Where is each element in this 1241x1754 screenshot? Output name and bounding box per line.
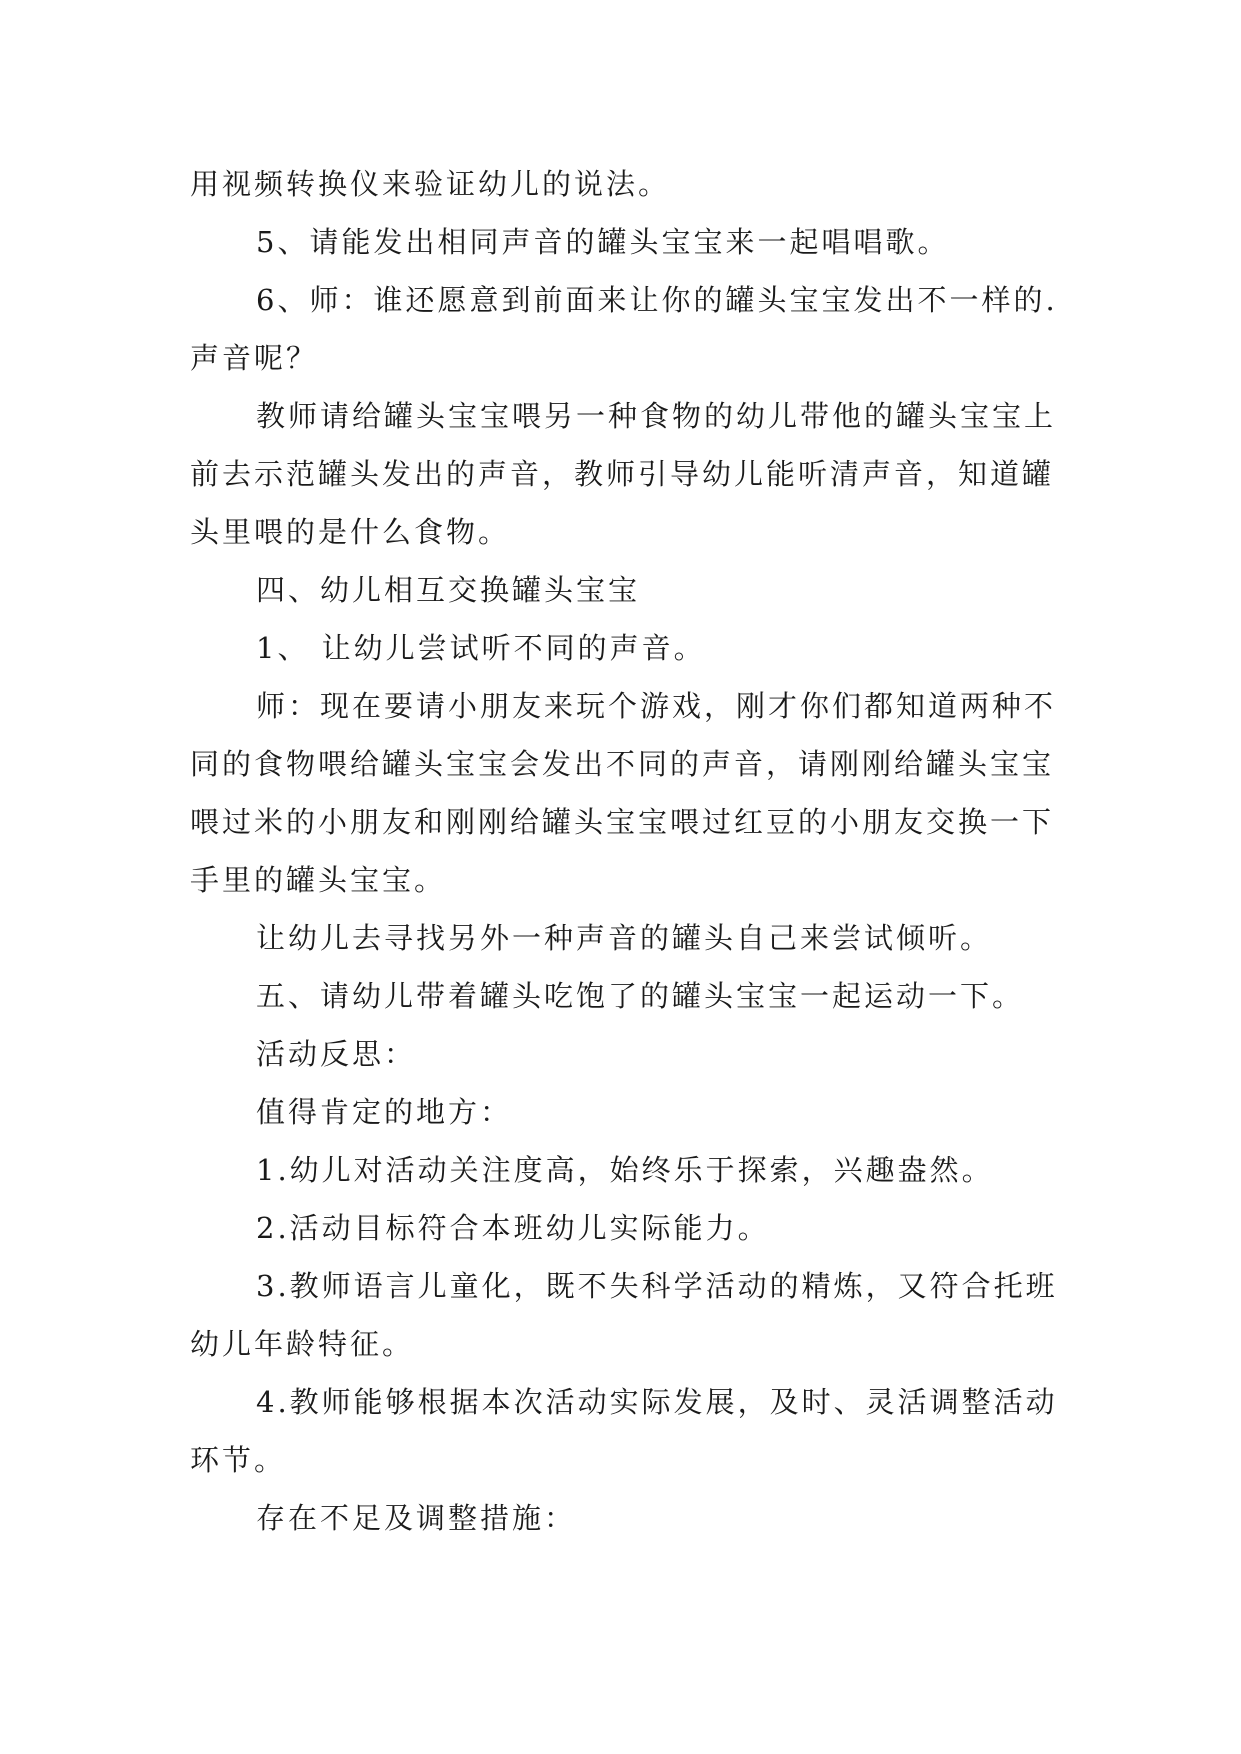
positive-item-1: 1.幼儿对活动关注度高，始终乐于探索，兴趣盎然。	[256, 1153, 994, 1187]
positive-item-3: 3.教师语言儿童化，既不失科学活动的精炼，又符合托班幼儿年龄特征。	[190, 1269, 1058, 1361]
positive-heading: 值得肯定的地方：	[256, 1095, 513, 1129]
positive-item-2: 2.活动目标符合本班幼儿实际能力。	[256, 1211, 770, 1245]
paragraph-7: 师：现在要请小朋友来玩个游戏，刚才你们都知道两种不同的食物喂给罐头宝宝会发出不同的声音，请刚刚给罐头宝宝喂过米的小朋友和刚刚给罐头宝宝喂过红豆的小朋友交换一下手里的罐头宝宝。	[190, 689, 1057, 897]
paragraph-2: 5、请能发出相同声音的罐头宝宝来一起唱唱歌。	[256, 225, 950, 259]
reflection-heading: 活动反思：	[256, 1037, 417, 1071]
document-body	[190, 155, 1070, 1547]
shortcomings-heading: 存在不足及调整措施：	[256, 1501, 577, 1535]
paragraph-3: 6、师：谁还愿意到前面来让你的罐头宝宝发出不一样的.声音呢？	[190, 283, 1058, 375]
paragraph-8: 让幼儿去寻找另外一种声音的罐头自己来尝试倾听。	[256, 921, 993, 955]
section-heading-5: 五、请幼儿带着罐头吃饱了的罐头宝宝一起运动一下。	[256, 979, 1025, 1013]
paragraph-1: 用视频转换仪来验证幼儿的说法。	[190, 167, 671, 201]
section-heading-4: 四、幼儿相互交换罐头宝宝	[256, 573, 641, 607]
paragraph-6: 1、 让幼儿尝试听不同的声音。	[256, 631, 706, 665]
paragraph-4: 教师请给罐头宝宝喂另一种食物的幼儿带他的罐头宝宝上前去示范罐头发出的声音，教师引导幼儿能听清声音，知道罐头里喂的是什么食物。	[190, 399, 1057, 549]
positive-item-4: 4.教师能够根据本次活动实际发展，及时、灵活调整活动环节。	[190, 1385, 1058, 1477]
